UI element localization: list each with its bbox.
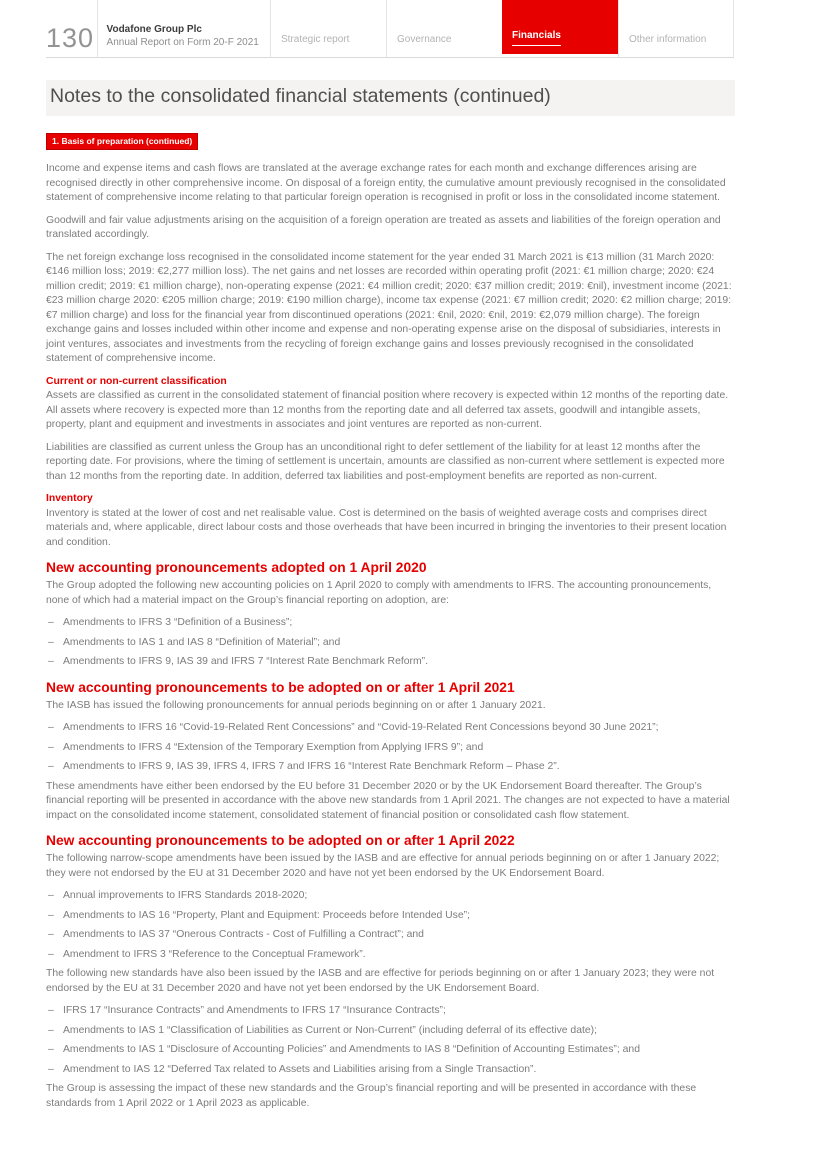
list-item: – IFRS 17 “Insurance Contracts” and Amendments to IFRS 17 “Insurance Contracts”;: [46, 1004, 737, 1019]
list-item: – Amendments to IAS 1 “Disclosure of Accounting Policies” and Amendments to IAS 8 “Definition of Accounting Estimates”; and: [46, 1043, 737, 1058]
para-adopted-2021: The IASB has issued the following pronouncements for annual periods beginning on or after 1 January 2021.: [46, 699, 546, 711]
nav-tab-other-information[interactable]: [618, 0, 734, 57]
heading-inventory: Inventory: [46, 493, 93, 504]
nav-tab-label: Strategic report: [281, 34, 350, 45]
para-assets: Assets are classified as current in the consolidated statement of financial position where recovery is expected within 12 months of the reporting date. All assets where recovery is expected more than 12 months from the reporting date and all deferred tax assets, goodwill and intangible assets, property, plant and equipment and investments in associates and joint ventures are reported as non-current.: [46, 390, 729, 430]
nav-tab-financials[interactable]: [502, 0, 618, 54]
list-item: – Amendments to IFRS 16 “Covid-19-Related Rent Concessions” and “Covid-19-Related Rent Concessions beyond 30 June 2021”;: [46, 721, 737, 736]
list-adopted-2022: [46, 889, 737, 962]
nav-tab-governance[interactable]: [386, 0, 502, 57]
list-item: – Annual improvements to IFRS Standards 2018-2020;: [46, 889, 737, 904]
para-adopted-2022: The following narrow-scope amendments have been issued by the IASB and are effective for annual periods beginning on or after 1 January 2022; they were not endorsed by the EU at 31 December 2020 and have not yet been endorsed by the UK Endorsement Board.: [46, 853, 720, 879]
brand-name: Vodafone Group Plc: [106, 24, 202, 35]
para-endorsed: These amendments have either been endorsed by the EU before 31 December 2020 or by the UK Endorsement Board thereafter. The Group’s financial reporting will be presented in accordance with the above new standards from 1 April 2021. The changes are not expected to have a material impact on the consolidated income statement, consolidated statement of financial position or consolidated cash flow statement.: [46, 780, 730, 821]
heading-current-classification: Current or non-current classification: [46, 375, 227, 387]
list-item: – Amendments to IAS 1 “Classification of Liabilities as Current or Non-Current” (including deferral of its effective date);: [46, 1024, 737, 1039]
list-item: – Amendment to IFRS 3 “Reference to the Conceptual Framework”.: [46, 948, 737, 963]
list-adopted-2020: [46, 616, 737, 670]
list-item: – Amendments to IFRS 9, IAS 39, IFRS 4, IFRS 7 and IFRS 16 “Interest Rate Benchmark Reform – Phase 2”.: [46, 760, 737, 775]
heading-adopted-2021: New accounting pronouncements to be adopted on or after 1 April 2021: [46, 679, 515, 695]
para-goodwill: Goodwill and fair value adjustments arising on the acquisition of a foreign operation are treated as assets and liabilities of the foreign operation and translated accordingly.: [46, 214, 721, 240]
para-fx-translation: Income and expense items and cash flows are translated at the average exchange rates for each month and exchange differences arising are recognised directly in other comprehensive income. On disposal of a foreign entity, the cumulative amount previously recognised in the consolidated statement of comprehensive income relating to that particular foreign operation is recognised in profit or loss in the consolidated income statement.: [46, 163, 726, 203]
note-section-badge: 1. Basis of preparation (continued): [46, 133, 198, 150]
brand-block: [97, 0, 270, 57]
page-header: [46, 0, 734, 58]
list-adopted-2021: [46, 721, 737, 775]
list-item: – Amendment to IAS 12 “Deferred Tax related to Assets and Liabilities arising from a Single Transaction”.: [46, 1063, 737, 1078]
para-new-standards-2023: The following new standards have also been issued by the IASB and are effective for periods beginning on or after 1 January 2023; they were not endorsed by the EU at 31 December 2020 and have not yet been endorsed by the UK Endorsement Board.: [46, 968, 715, 994]
nav-tab-label: Other information: [629, 34, 707, 45]
list-item: – Amendments to IAS 37 “Onerous Contracts - Cost of Fulfilling a Contract”; and: [46, 928, 737, 943]
list-item: – Amendments to IFRS 3 “Definition of a Business”;: [46, 616, 737, 631]
list-standards-2023: [46, 1004, 737, 1077]
list-item: – Amendments to IFRS 9, IAS 39 and IFRS 7 “Interest Rate Benchmark Reform”.: [46, 655, 737, 670]
para-assessing: The Group is assessing the impact of these new standards and the Group’s financial reporting and will be presented in accordance with these standards from 1 April 2022 or 1 April 2023 as applicable.: [46, 1083, 697, 1109]
report-subtitle: Annual Report on Form 20-F 2021: [106, 37, 259, 48]
para-liabilities: Liabilities are classified as current unless the Group has an unconditional right to defer settlement of the liability for at least 12 months after the reporting date. For provisions, where the timing of settlement is uncertain, amounts are classified as non-current where settlement is expected more than 12 months from the reporting date. In addition, deferred tax liabilities and post-employment benefits are reported as non-current.: [46, 441, 725, 482]
heading-adopted-2022: New accounting pronouncements to be adopted on or after 1 April 2022: [46, 833, 515, 848]
nav-tab-label: Governance: [397, 34, 452, 45]
list-item: – Amendments to IAS 16 “Property, Plant and Equipment: Proceeds before Intended Use”;: [46, 909, 737, 924]
para-net-fx: The net foreign exchange loss recognised in the consolidated income statement for the year ended 31 March 2021 is €13 million (31 March 2020: €146 million loss; 2019: €2,277 million loss). The net gains and net losses are recorded within operating profit (2021: €1 million charge; 2020: €24 million credit; 2019: €1 million charge), non-operating expense (2021: €4 million credit; 2020: €37 million credit; 2019: €nil), investment income (2021: €23 million charge 2020: €205 million charge; 2019: €190 million charge), income tax expense (2021: €7 million credit; 2020: €2 million charge; 2019: €7 million charge) and loss for the financial year from discontinued operations (2021: €nil, 2020: €nil, 2019: €2,079 million charge). The foreign exchange gains and losses included within other income and expense and non-operating expense arise on the disposal of subsidiaries, interests in joint ventures, associates and investments from the recycling of foreign exchange gains and losses previously recognised in the consolidated statement of comprehensive income.: [46, 251, 732, 364]
heading-adopted-2020: New accounting pronouncements adopted on 1 April 2020: [46, 560, 427, 575]
para-adopted-2020: The Group adopted the following new accounting policies on 1 April 2020 to comply with amendments to IFRS. The accounting pronouncements, none of which had a material impact on the Group’s financial reporting on adoption, are:: [46, 580, 712, 606]
top-nav: [270, 0, 734, 57]
page-number: 130: [46, 23, 95, 53]
page-title: Notes to the consolidated financial statements (continued): [46, 80, 735, 116]
page-number-cell: [46, 0, 97, 57]
nav-tab-label: Financials: [512, 30, 561, 46]
list-item: – Amendments to IAS 1 and IAS 8 “Definition of Material”; and: [46, 636, 737, 651]
note-body: [46, 162, 737, 1111]
nav-tab-strategic-report[interactable]: [270, 0, 386, 57]
para-inventory: Inventory is stated at the lower of cost and net realisable value. Cost is determined on the basis of weighted average costs and comprises direct materials and, where applicable, direct labour costs and those overheads that have been incurred in bringing the inventories to their present location and condition.: [46, 507, 727, 548]
list-item: – Amendments to IFRS 4 “Extension of the Temporary Exemption from Applying IFRS 9”; and: [46, 741, 737, 756]
